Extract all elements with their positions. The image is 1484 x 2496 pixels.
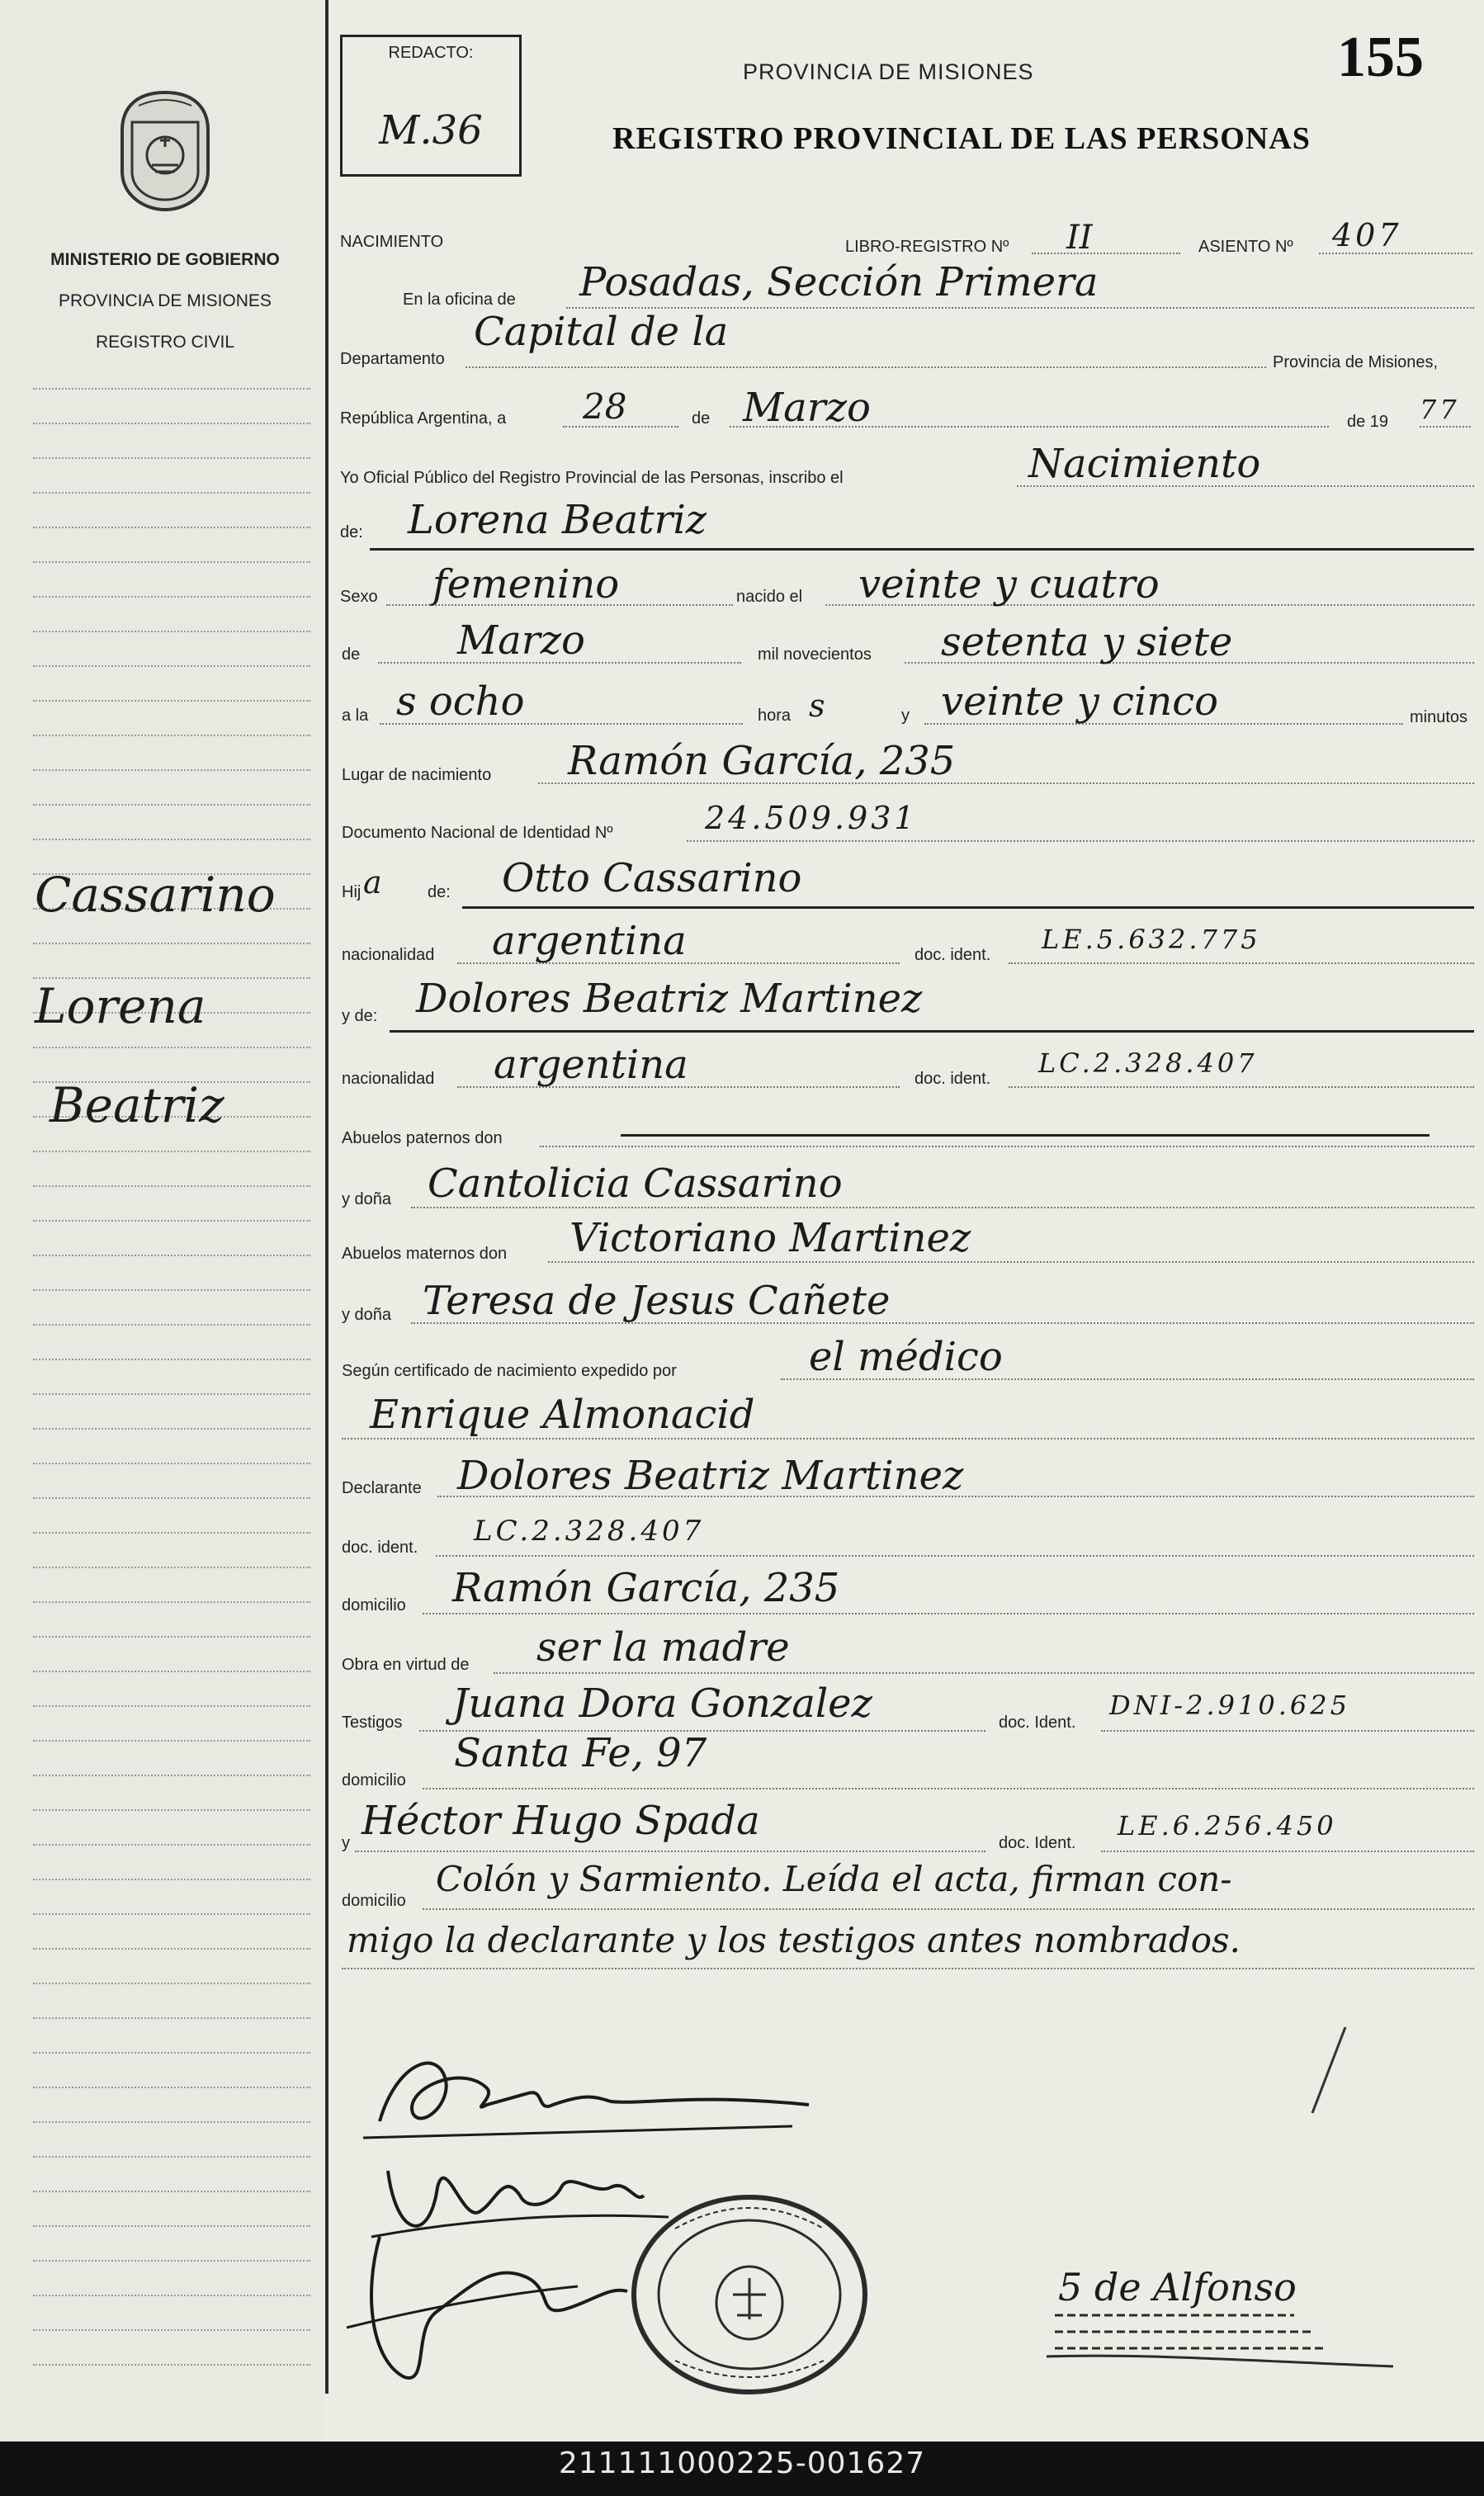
doc-madre-value: LC.2.328.407	[1038, 1047, 1258, 1079]
abuela-pat-dots	[411, 1207, 1474, 1208]
margin-ruled-line	[33, 2052, 310, 2054]
margin-ruled-line	[33, 1671, 310, 1672]
dni-value: 24.509.931	[705, 800, 918, 836]
mes-value: Marzo	[743, 385, 871, 431]
domicilio-dots	[423, 1613, 1474, 1614]
departamento-value: Capital de la	[474, 309, 729, 355]
obra-label: Obra en virtud de	[342, 1656, 470, 1674]
libro-label: LIBRO-REGISTRO Nº	[845, 238, 1009, 256]
oficial-value: Nacimiento	[1028, 441, 1261, 487]
anio-nac-value: setenta y siete	[941, 619, 1233, 665]
nombre-value: Lorena Beatriz	[408, 497, 707, 543]
anio-label: de 19	[1347, 413, 1389, 431]
tipo-label: NACIMIENTO	[340, 233, 444, 251]
de3-label: de	[342, 645, 361, 664]
provincia-suffix: Provincia de Misiones,	[1273, 353, 1439, 371]
ministerio-block	[17, 239, 314, 363]
doc-padre-dots	[1009, 962, 1474, 964]
doc-t2-value: LE.6.256.450	[1118, 1810, 1337, 1841]
padre-line	[462, 906, 1474, 909]
margin-ruled-line	[33, 492, 310, 494]
y-t2-label: y	[342, 1834, 350, 1852]
departamento-dots	[466, 366, 1266, 368]
horas-suffix: s	[809, 688, 825, 724]
domicilio-t2-value: Colón y Sarmiento. Leída el acta, firman con-	[436, 1859, 1232, 1899]
abuelos-mat-label: Abuelos maternos don	[342, 1245, 508, 1263]
doc-decl-value: LC.2.328.407	[474, 1515, 705, 1548]
doc-padre-value: LE.5.632.775	[1042, 924, 1261, 955]
page-number: 155	[1337, 26, 1424, 89]
official-name-stamp	[1047, 2274, 1393, 2365]
minutos-value: veinte y cinco	[941, 678, 1219, 725]
margin-ruled-line	[33, 769, 310, 771]
margin-ruled-line	[33, 1532, 310, 1534]
declarante-label: Declarante	[342, 1479, 422, 1497]
abuelos-mat-dots	[548, 1261, 1474, 1263]
margin-ruled-line	[33, 700, 310, 702]
margin-ruled-line	[33, 1255, 310, 1256]
domicilio-label: domicilio	[342, 1596, 406, 1614]
testigo1-value: Juana Dora Gonzalez	[452, 1681, 872, 1727]
lugar-value: Ramón García, 235	[568, 738, 956, 784]
registro-civil-label: REGISTRO CIVIL	[95, 333, 235, 352]
yde-label: y de:	[342, 1007, 378, 1025]
testigos-label: Testigos	[342, 1714, 403, 1732]
margin-ruled-line	[33, 388, 310, 390]
doc-t1-label: doc. Ident.	[999, 1714, 1076, 1732]
nac-padre-label: nacionalidad	[342, 946, 435, 964]
margin-ruled-line	[33, 1948, 310, 1950]
margin-ruled-line	[33, 735, 310, 736]
hija-label: Hij	[342, 883, 362, 901]
margin-ruled-line	[33, 2225, 310, 2227]
obra-dots	[494, 1672, 1474, 1674]
abuela-mat-label: y doña	[342, 1306, 392, 1324]
margin-ruled-line	[33, 804, 310, 806]
abuelos-pat-label: Abuelos paternos don	[342, 1129, 503, 1147]
certificado-label: Según certificado de nacimiento expedido por	[342, 1362, 677, 1380]
margin-ruled-line	[33, 1740, 310, 1742]
margin-ruled-line	[33, 423, 310, 424]
margin-ruled-line	[33, 1601, 310, 1603]
margin-ruled-line	[33, 1428, 310, 1430]
doc-t1-value: DNI-2.910.625	[1109, 1690, 1350, 1721]
provincial-seal-icon	[114, 89, 216, 213]
doc-decl-label: doc. ident.	[342, 1539, 418, 1557]
doc-t1-dots	[1101, 1730, 1474, 1732]
domicilio-t1-value: Santa Fe, 97	[454, 1730, 707, 1776]
doc-t2-dots	[1101, 1851, 1474, 1852]
horas-label: hora	[758, 707, 792, 725]
image-id: 211111000225-001627	[558, 2446, 926, 2480]
margin-ruled-line	[33, 1567, 310, 1568]
provincia-heading: PROVINCIA DE MISIONES	[743, 59, 1034, 84]
margin-ruled-line	[33, 2295, 310, 2296]
domicilio-t2-label: domicilio	[342, 1892, 406, 1910]
doc-decl-dots	[436, 1555, 1474, 1557]
doc-t2-label: doc. Ident.	[999, 1834, 1076, 1852]
madre-line	[390, 1030, 1474, 1033]
margin-ruled-line	[33, 1705, 310, 1707]
doc-padre-label: doc. ident.	[915, 946, 991, 964]
margin-apellido: Cassarino	[35, 867, 276, 923]
oficial-label: Yo Oficial Público del Registro Provincial de las Personas, inscribo el	[340, 469, 844, 487]
asiento-label: ASIENTO Nº	[1198, 238, 1293, 256]
margin-ruled-line	[33, 1393, 310, 1395]
margin-ruled-line	[33, 665, 310, 667]
margin-ruled-line	[33, 1289, 310, 1291]
abuela-pat-label: y doña	[342, 1190, 392, 1208]
domicilio-value: Ramón García, 235	[452, 1565, 840, 1611]
margin-ruled-line	[33, 1185, 310, 1187]
doc-madre-dots	[1009, 1086, 1474, 1088]
margin-ruled-line	[33, 2017, 310, 2019]
abuelos-pat-dots	[540, 1146, 1474, 1147]
margin-ruled-line	[33, 839, 310, 840]
margin-ruled-line	[33, 1913, 310, 1915]
domicilio-t1-label: domicilio	[342, 1771, 406, 1789]
margin-ruled-line	[33, 1497, 310, 1499]
doc-madre-label: doc. ident.	[915, 1070, 991, 1088]
mil-label: mil novecientos	[758, 645, 872, 664]
ala-label: a la	[342, 707, 369, 725]
lugar-label: Lugar de nacimiento	[342, 766, 492, 784]
oficina-label: En la oficina de	[403, 291, 516, 309]
medico-value: Enrique Almonacid	[370, 1392, 755, 1438]
obra-value: ser la madre	[536, 1624, 790, 1671]
margin-column	[0, 0, 324, 2442]
libro-value: II	[1066, 219, 1093, 257]
y-label: y	[901, 707, 910, 725]
margin-ruled-line	[33, 1844, 310, 1846]
margin-ruled-line	[33, 2156, 310, 2158]
libro-dots	[1032, 253, 1180, 254]
margin-nombre2: Beatriz	[50, 1077, 224, 1133]
certificado-value: el médico	[809, 1334, 1003, 1380]
margin-ruled-line	[33, 1463, 310, 1464]
de2-label: de:	[340, 523, 363, 541]
column-divider	[325, 0, 328, 2394]
margin-ruled-line	[33, 2191, 310, 2192]
oficina-value: Posadas, Sección Primera	[579, 259, 1099, 305]
margin-ruled-line	[33, 457, 310, 459]
testigo2-dots	[355, 1851, 985, 1852]
hija-de-label: de:	[428, 883, 451, 901]
abuelo-pat-strike	[621, 1134, 1430, 1137]
margin-ruled-line	[33, 527, 310, 528]
hija-suffix: a	[363, 864, 382, 901]
margin-ruled-line	[33, 1324, 310, 1326]
margin-ruled-line	[33, 1220, 310, 1222]
abuela-mat-value: Teresa de Jesus Cañete	[423, 1278, 891, 1324]
mes-nac-value: Marzo	[457, 617, 585, 664]
signature-testigo2	[330, 2229, 677, 2394]
abuelo-mat-value: Victoriano Martinez	[569, 1215, 971, 1261]
sexo-label: Sexo	[340, 588, 378, 606]
margin-ruled-line	[33, 943, 310, 944]
sexo-value: femenino	[432, 561, 620, 607]
official-round-stamp-icon	[626, 2179, 890, 2394]
check-stroke	[1296, 2022, 1362, 2121]
testigo2-value: Héctor Hugo Spada	[362, 1798, 760, 1844]
margin-ruled-line	[33, 561, 310, 563]
margin-ruled-line	[33, 1151, 310, 1152]
minutos-label: minutos	[1410, 708, 1468, 726]
hora-value: s ocho	[396, 678, 525, 725]
asiento-value: 407	[1332, 217, 1402, 253]
nac-madre-label: nacionalidad	[342, 1070, 435, 1088]
madre-value: Dolores Beatriz Martinez	[416, 976, 923, 1022]
de-label: de	[692, 409, 711, 428]
dni-dots	[687, 840, 1474, 842]
redacto-label: REDACTO:	[388, 44, 474, 62]
margin-provincia-label: PROVINCIA DE MISIONES	[59, 291, 272, 310]
nacido-value: veinte y cuatro	[858, 561, 1160, 607]
redacto-value: M.36	[379, 107, 483, 154]
registro-title: REGISTRO PROVINCIAL DE LAS PERSONAS	[612, 121, 1311, 156]
departamento-label: Departamento	[340, 350, 445, 368]
cierre-dots	[342, 1968, 1474, 1969]
margin-ruled-line	[33, 2329, 310, 2331]
firma-oficial-signature: 5 de Alfonso	[1058, 2265, 1297, 2309]
nombre-line	[370, 548, 1474, 551]
margin-ruled-line	[33, 631, 310, 632]
nac-madre-value: argentina	[494, 1042, 688, 1088]
margin-ruled-line	[33, 1983, 310, 1984]
padre-value: Otto Cassarino	[502, 855, 802, 901]
margin-ruled-line	[33, 1636, 310, 1638]
margin-ruled-line	[33, 2087, 310, 2088]
republica-label: República Argentina, a	[340, 409, 507, 428]
margin-ruled-line	[33, 1359, 310, 1360]
anio-value: 77	[1420, 394, 1460, 425]
anio-dots	[1420, 426, 1471, 428]
declarante-value: Dolores Beatriz Martinez	[457, 1453, 964, 1499]
margin-ruled-line	[33, 1047, 310, 1048]
margin-ruled-line	[33, 1775, 310, 1776]
ministerio-label: MINISTERIO DE GOBIERNO	[50, 250, 280, 269]
redacto-box	[340, 35, 522, 177]
margin-ruled-line	[33, 2364, 310, 2366]
nacido-label: nacido el	[736, 588, 803, 606]
margin-ruled-line	[33, 2260, 310, 2262]
domicilio-t1-dots	[423, 1788, 1474, 1789]
margin-ruled-line	[33, 1809, 310, 1811]
nac-padre-value: argentina	[492, 918, 687, 964]
cierre-value: migo la declarante y los testigos antes nombrados.	[347, 1920, 1241, 1960]
domicilio-t2-dots	[423, 1908, 1474, 1910]
dia-value: 28	[583, 386, 627, 427]
margin-ruled-line	[33, 2121, 310, 2123]
margin-ruled-line	[33, 1879, 310, 1880]
margin-nombre1: Lorena	[35, 978, 206, 1034]
dni-label: Documento Nacional de Identidad Nº	[342, 824, 613, 842]
abuela-pat-value: Cantolicia Cassarino	[428, 1161, 843, 1207]
medico-dots	[342, 1438, 1474, 1439]
margin-ruled-line	[33, 596, 310, 598]
